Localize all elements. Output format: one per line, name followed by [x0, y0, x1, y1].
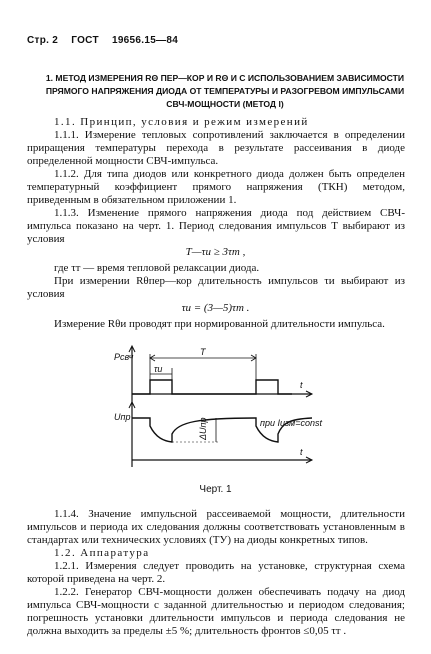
label-t-bottom: t — [300, 447, 303, 457]
page-header — [27, 35, 188, 46]
label-delta-u: ΔUпр — [198, 417, 208, 440]
paragraph-measure-a: При измерении Rθпер—кор длительность импульсов τи выбирают из условия — [27, 275, 405, 300]
page-number: Стр. 2 — [27, 35, 59, 46]
label-period: T — [200, 347, 206, 357]
label-condition: при Iизм=const — [260, 418, 322, 428]
formula-period: T—τи ≥ 3τт , — [185, 246, 246, 258]
svch-pulses — [132, 380, 292, 394]
paragraph-1-1: 1.1. Принцип, условия и режим измерений — [54, 116, 309, 128]
text-block-mid — [27, 262, 405, 301]
label-t-top: t — [300, 380, 303, 390]
paragraph-measure-b: Измерение Rθи проводят при нормированной длительности импульса. — [54, 318, 385, 330]
text-block-bottom — [27, 508, 405, 638]
paragraph-1-1-1: 1.1.1. Измерение тепловых сопротивлений заключается в определении приращения температуры перехода в результате рассеивания в диоде определенной мощности СВЧ-импульса. — [27, 129, 405, 167]
label-u-pr: Uпр — [114, 412, 131, 422]
standard-number: 19656.15—84 — [111, 35, 179, 46]
standard-label: ГОСТ — [71, 35, 99, 46]
text-block-top — [27, 116, 405, 246]
paragraph-1-2: 1.2. Аппаратура — [54, 547, 150, 559]
formula-duration: τи = (3—5)τт . — [181, 302, 250, 314]
figure-caption: Черт. 1 — [199, 484, 232, 495]
label-p-svch: Pсвч — [114, 352, 134, 362]
paragraph-1-2-1: 1.2.1. Измерения следует проводить на установке, структурная схема которой приведена на черт. 2. — [27, 560, 405, 585]
paragraph-1-1-3: 1.1.3. Изменение прямого напряжения диода под действием СВЧ-импульса показано на черт. 1. Период следования импульсов T выбирают из условия — [27, 207, 405, 245]
paragraph-1-1-4: 1.1.4. Значение импульсной рассеиваемой мощности, длительности импульсов и периода их следования должны соответствовать установленным в стандартах или технических условиях (ТУ) на диоды конкретных типов. — [27, 508, 405, 546]
paragraph-1-2-2: 1.2.2. Генератор СВЧ-мощности должен обеспечивать подачу на диод импульса СВЧ-мощности с заданной длительностью и периодом следования; погрешность установки длительности импульсов и периода следования не должна выходить за пределы ±5 %; длительность фронтов ≤0,05 τт . — [27, 586, 405, 637]
paragraph-1-1-2: 1.1.2. Для типа диодов или конкретного диода должен быть определен температурный коэффициент прямого напряжения (ТКН) методом, приведенным в обязательном приложении 1. — [27, 168, 405, 206]
figure-1-diagram — [112, 342, 327, 477]
text-block-mid2 — [27, 318, 405, 331]
label-tau: τи — [154, 364, 163, 374]
section-title: 1. МЕТОД ИЗМЕРЕНИЯ RΘ ПЕР—КОР И RΘ И С ИСПОЛЬЗОВАНИЕМ ЗАВИСИМОСТИ ПРЯМОГО НАПРЯЖЕНИЯ ДИОДА ОТ ТЕМПЕРАТУРЫ И РАЗОГРЕВОМ ИМПУЛЬСАМИ СВЧ-МОЩНОСТИ (МЕТОД I) — [45, 73, 405, 109]
paragraph-where: где τт — время тепловой релаксации диода. — [54, 262, 260, 274]
